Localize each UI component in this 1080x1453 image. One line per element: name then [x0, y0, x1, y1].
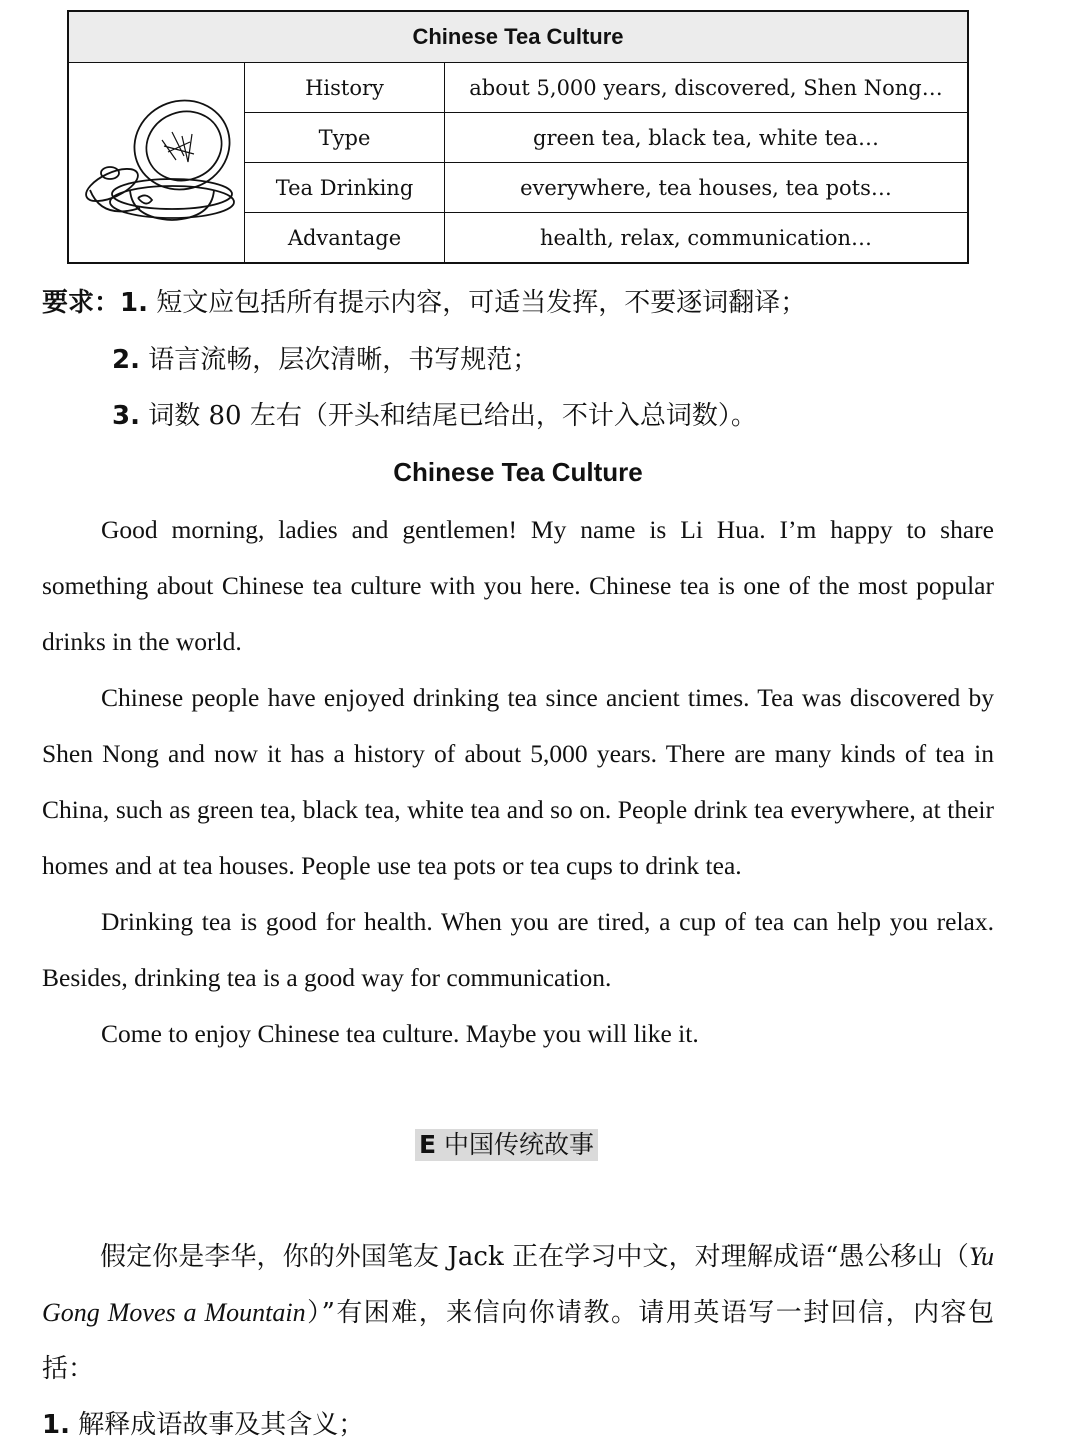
- row-value-history: about 5,000 years, discovered, Shen Nong…: [445, 63, 969, 113]
- requirement-number: 1.: [120, 288, 148, 318]
- row-label-tea-drinking: Tea Drinking: [245, 163, 445, 213]
- requirement-3: [112, 399, 757, 433]
- table-title: Chinese Tea Culture: [68, 11, 968, 63]
- essay-paragraph: Good morning, ladies and gentlemen! My name is Li Hua. I’m happy to share something about Chinese tea culture with you here. Chinese tea is one of the most popular drinks in the world.: [42, 515, 994, 656]
- requirement-text: 短文应包括所有提示内容，可适当发挥，不要逐词翻译；: [156, 288, 807, 318]
- requirement-text: 词数 80 左右（开头和结尾已给出，不计入总词数）。: [148, 401, 757, 431]
- requirement-number: 2.: [112, 345, 140, 375]
- requirement-number: 3.: [112, 401, 140, 431]
- row-label-advantage: Advantage: [245, 213, 445, 264]
- section-letter: E: [419, 1130, 437, 1159]
- row-value-tea-drinking: everywhere, tea houses, tea pots…: [445, 163, 969, 213]
- idiom-english: Yu Gong Moves a Mountain: [42, 1242, 994, 1327]
- requirement-1: [42, 286, 806, 320]
- essay-title: Chinese Tea Culture: [393, 457, 643, 487]
- essay-paragraph: Come to enjoy Chinese tea culture. Maybe you will like it.: [101, 1019, 699, 1048]
- tea-culture-table: [67, 10, 969, 264]
- point-text: 解释成语故事及其含义；: [78, 1410, 365, 1440]
- essay-paragraph: Chinese people have enjoyed drinking tea since ancient times. Tea was discovered by Shen Nong and now it has a history of about 5,000 years. There are many kinds of tea in China, such as green tea, black tea, white tea and so on. People drink tea everywhere, at their homes and at tea houses. People use tea pots or tea cups to drink tea.: [42, 683, 994, 880]
- writing-prompt: [42, 1229, 994, 1397]
- prompt-paragraph: [42, 1229, 994, 1397]
- section-title: 中国传统故事: [444, 1130, 595, 1159]
- essay-paragraph: Drinking tea is good for health. When you are tired, a cup of tea can help you relax. Besides, drinking tea is a good way for communication.: [42, 907, 994, 992]
- point-number: 1.: [42, 1410, 70, 1440]
- requirements-prefix: 要求：: [42, 288, 121, 318]
- row-label-history: History: [245, 63, 445, 113]
- gaiwan-icon: [72, 90, 242, 230]
- tea-cup-illustration: [68, 63, 245, 264]
- requirement-2: [112, 343, 538, 377]
- prompt-text: ）”有困难，来信向你请教。请用英语写一封回信，内容包括：: [42, 1298, 994, 1384]
- row-label-type: Type: [245, 113, 445, 163]
- requirement-text: 语言流畅，层次清晰，书写规范；: [148, 345, 539, 375]
- essay-body: [42, 502, 994, 1062]
- row-value-advantage: health, relax, communication…: [445, 213, 969, 264]
- section-e-heading: [415, 1129, 598, 1161]
- row-value-type: green tea, black tea, white tea…: [445, 113, 969, 163]
- prompt-point-1: [42, 1403, 364, 1447]
- prompt-text: 假定你是李华，你的外国笔友 Jack 正在学习中文，对理解成语“愚公移山（: [100, 1242, 969, 1272]
